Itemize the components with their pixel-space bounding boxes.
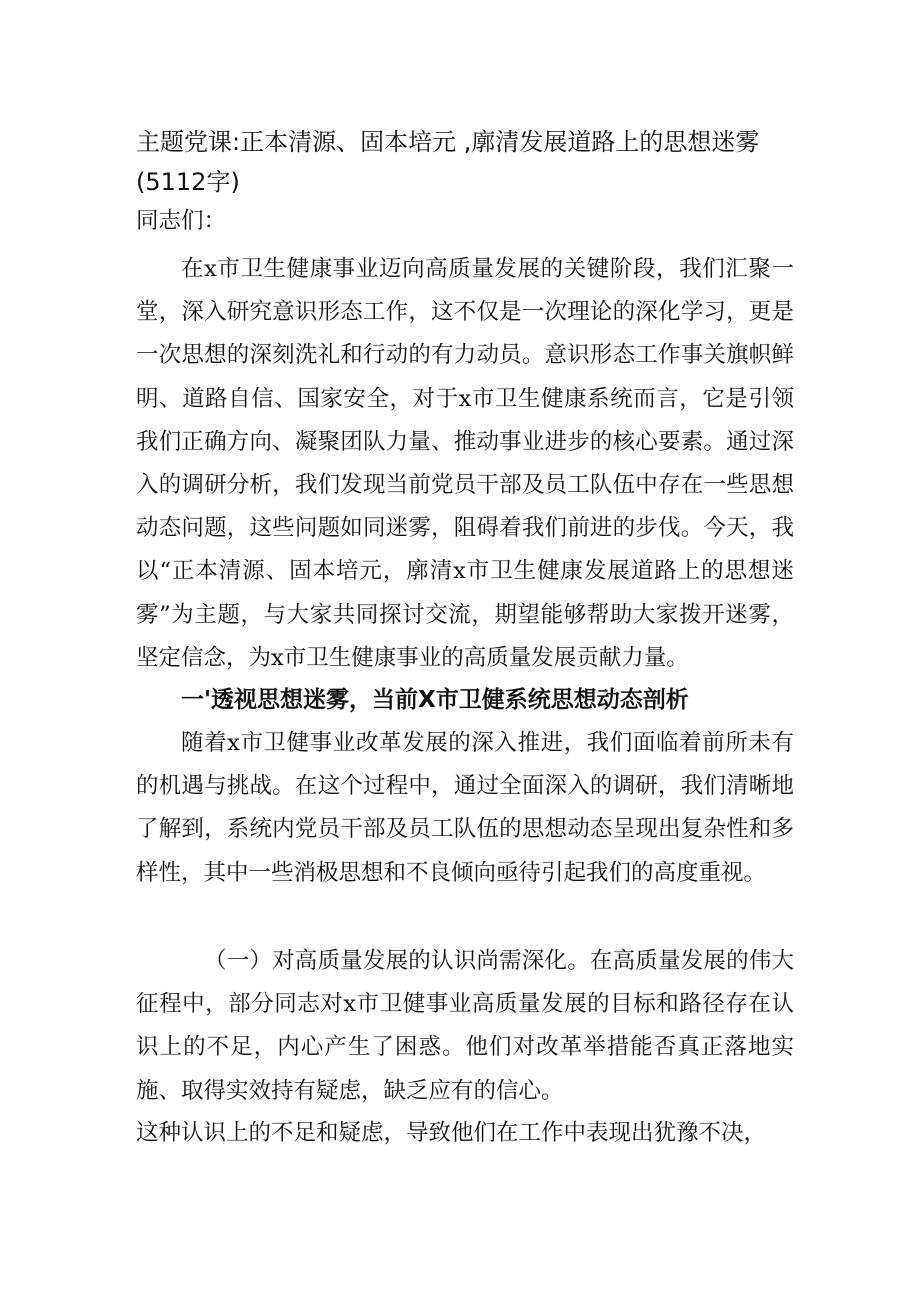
paragraph-section-1-intro: 随着x市卫健事业改革发展的深入推进，我们面临着前所未有的机遇与挑战。在这个过程中，通过全面深入的调研，我们清晰地了解到，系统内党员干部及员工队伍的思想动态呈现出复杂性和多样性，其中一些消极思想和不良倾向亟待引起我们的高度重视。: [136, 730, 794, 886]
salutation: 同志们：: [136, 208, 227, 234]
paragraph-intro: 在x市卫生健康事业迈向高质量发展的关键阶段，我们汇聚一堂，深入研究意识形态工作，这不仅是一次理论的深化学习，更是一次思想的深刻洗礼和行动的有力动员。意识形态工作事关旗帜鲜明、道路自信、国家安全，对于x市卫生健康系统而言，它是引领我们正确方向、凝聚团队力量、推动事业进步的核心要素。通过深入的调研分析，我们发现当前党员干部及员工队伍中存在一些思想动态问题，这些问题如同迷雾，阻碍着我们前进的步伐。今天，我以“正本清源、固本培元，廓清x市卫生健康发展道路上的思想迷雾”为主题，与大家共同探讨交流，期望能够帮助大家拨开迷雾，坚定信念，为x市卫生健康事业的高质量发展贡献力量。: [136, 256, 794, 671]
section-heading-1: 一'透视思想迷雾，当前X市卫健系统思想动态剖析: [181, 687, 689, 713]
paragraph-continuation: 这种认识上的不足和疑虑，导致他们在工作中表现出犹豫不决，: [136, 1120, 767, 1146]
document-title: 主题党课:正本清源、固本培元 ,廓清发展道路上的思想迷雾(5112字): [136, 128, 760, 196]
paragraph-subsection-1: （一）对高质量发展的认识尚需深化。在高质量发展的伟大征程中，部分同志对x市卫健事业高质量发展的目标和路径存在认识上的不足，内心产生了困惑。他们对改革举措能否真正落地实施、取得实效持有疑虑，缺乏应有的信心。: [136, 948, 794, 1104]
